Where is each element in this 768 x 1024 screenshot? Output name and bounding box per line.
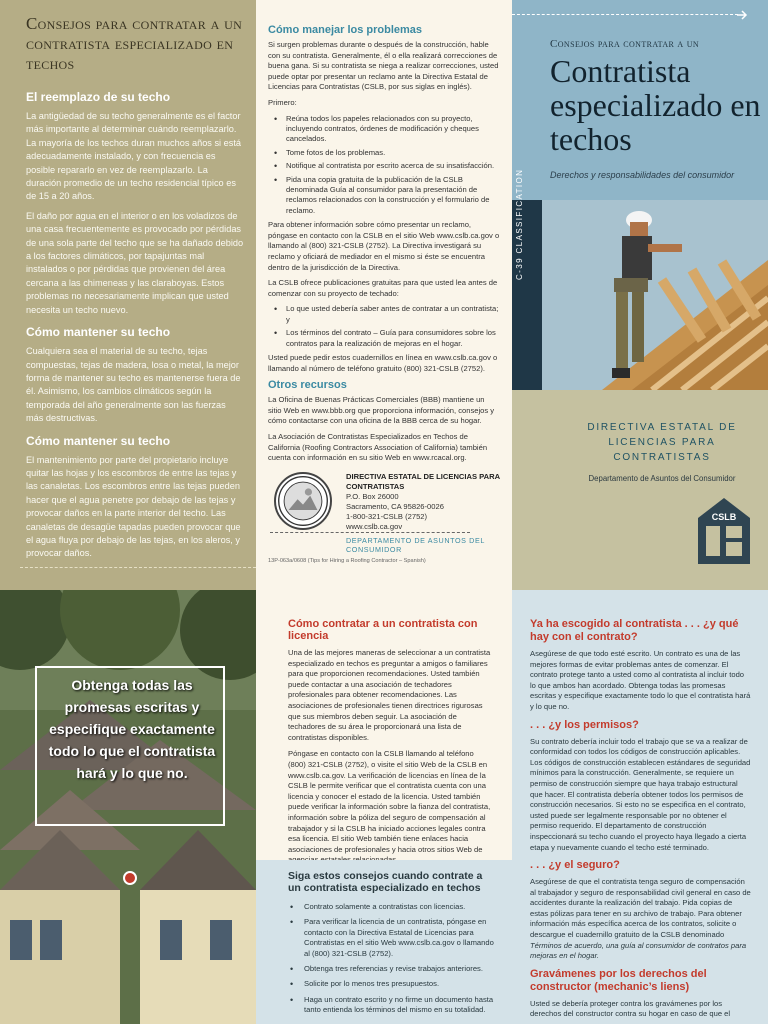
list-item: • Para verificar la licencia de un contratista, póngase en contacto con la Directiva Estatal de Licencias para Contratistas en el sitio Web www.cslb.ca.gov o llamando al (800) 321-CSLB (2752). xyxy=(298,917,494,959)
first-label: Primero: xyxy=(268,97,297,107)
section-heading: . . . ¿y el seguro? xyxy=(530,859,620,872)
board-contact-block xyxy=(270,472,500,556)
section-heading: Otros recursos xyxy=(268,379,347,392)
section-heading: Cómo mantener su techo xyxy=(26,433,171,448)
section-paragraph: Cualquiera sea el material de su techo, tejas compuestas, tejas de madera, losa o metal, la mejor forma de mantener su techo es mantenerse fuera de él. Asimismo, los cambios climáticos según la temporada del año generalmente son las fuerzas más destructivas. xyxy=(26,346,241,424)
board-city: Sacramento, CA 95826-0026 xyxy=(346,501,444,511)
section-paragraph: El mantenimiento por parte del propietario incluye quitar las hojas y los escombros de entre las tejas y las canaletas. Los escombros entre las tejas pueden hacer que el agua penetre por debajo de las tejas y provocar daños en la parte interior del techo. Las canaletas de desagüe tapadas pueden provocar que el agua fluya por debajo de las tejas, en los aleros, y provocar daños. xyxy=(26,454,241,559)
logo-text: CSLB xyxy=(711,512,737,522)
list-item: • Pida una copia gratuita de la publicación de la CSLB denominada Guía al consumidor para la presentación de reclamos relacionados con la construcción y el formulario de reclamo. xyxy=(280,175,500,217)
quote-text: Obtenga todas las promesas escritas y especifique exactamente todo lo que el contratista hará y lo que no. xyxy=(48,677,216,781)
tips-heading: Siga estos consejos cuando contrate a un contratista especializado en techos xyxy=(288,870,483,894)
section-heading: Cómo manejar los problemas xyxy=(268,24,423,36)
publications-list xyxy=(268,304,500,349)
tips-box xyxy=(256,860,512,1024)
section-heading: Cómo mantener su techo xyxy=(26,325,171,340)
arrow-icon xyxy=(736,9,748,21)
roofer-photo xyxy=(542,200,768,390)
list-item: • Obtenga tres referencias y revise trabajos anteriores. xyxy=(298,964,494,974)
paragraph-text: Asegúrese de que el contratista tenga seguro de compensación al trabajador y seguro de responsabilidad civil general en caso de accidentes durante la realización del trabajo. Pida copias de estas pólizas para tener en su archivo de trabajo. Para obtener información más específica acerca de los contratos, solicite o descargue el cuadernillo gratuito de la CSLB denominado xyxy=(530,877,751,940)
cslb-logo-icon xyxy=(696,496,752,566)
section-heading: El reemplazo de su techo xyxy=(26,90,171,104)
section-heading: . . . ¿y los permisos? xyxy=(530,718,639,731)
section-paragraph xyxy=(530,877,752,962)
booklet-title: Términos de acuerdo, una guía al consumidor de contratos para mejoras en el hogar. xyxy=(530,940,747,961)
cover-title: Contratista especializado en techos xyxy=(550,53,761,157)
houses-photo-panel xyxy=(0,590,256,1024)
section-paragraph: Para obtener información sobre cómo presentar un reclamo, póngase en contacto con la CSLB en el sitio Web www.cslb.ca.gov o llamando al (800) 321-CSLB (2752). La Directiva investigará su reclamo y oficiará de mediador en el mismo si éste se encuentra dentro de la jurisdicción de la Directiva. xyxy=(268,220,500,272)
list-item: • Los términos del contrato – Guía para consumidores sobre los contratos para la realización de mejoras en el hogar. xyxy=(280,328,500,349)
section-paragraph: Póngase en contacto con la CSLB llamando al teléfono (800) 321-CSLB (2752), o visite el sitio Web de la CSLB en www.cslb.ca.gov. La verificación de licencias en línea de la CSLB le permite verificar que el contratista cuenta con una licencia y conocer el estado de la licencia. Usted también puede verificar la información sobre la fianza del contratista, información sobre la póliza del seguro de compensación al trabajador y si la CSLB ha iniciado acciones legales contra esa licencia. El sitio Web también tiene enlaces hacia asociaciones de profesionales y hacia otros sitios Web de xyxy=(288,749,491,854)
dashed-divider xyxy=(20,567,256,568)
cover-panel xyxy=(512,0,768,590)
dashed-divider xyxy=(512,14,738,15)
classification-label: C-39 CLASSIFICATION xyxy=(515,168,524,280)
list-item: • Contrato solamente a contratistas con licencias. xyxy=(298,902,494,912)
section-heading: Ya ha escogido al contratista . . . ¿y qué hay con el contrato? xyxy=(530,618,739,643)
left-top-panel xyxy=(0,0,256,590)
dashed-divider xyxy=(270,532,470,533)
tips-list xyxy=(288,902,494,1016)
list-item: • Notifique al contratista por escrito acerca de su insatisfacción. xyxy=(280,161,500,171)
section-paragraph: La Oficina de Buenas Prácticas Comerciales (BBB) mantiene un sitio Web en www.bbb.org que proporciona información, consejos y cómo contactarse con una oficina de la BBB cerca de su hogar. xyxy=(268,395,495,426)
right-bottom-panel xyxy=(512,590,768,1024)
section-paragraph: La antigüedad de su techo generalmente es el factor más importante al determinar cuándo reemplazarlo. La mayoría de los techos duran muchos años si está adecuadamente instalado, y con frecuencia es posible repararlo en vez de reemplazarlo. La duración promedio de un techo residencial típico es de 15 a 20 años. xyxy=(26,111,242,202)
agency-name: DIRECTIVA ESTATAL DE LICENCIAS PARA CONTRATISTAS xyxy=(587,422,737,463)
panel-title: Consejos para contratar a un contratista especializado en techos xyxy=(26,14,243,73)
state-seal-icon xyxy=(274,472,332,530)
section-heading: Gravámenes por los derechos del constructor (mechanic’s liens) xyxy=(530,967,707,993)
board-web[interactable]: www.cslb.ca.gov xyxy=(346,521,403,531)
section-paragraph: Usted se debería proteger contra los gravámenes por los derechos del constructor contra su hogar en caso de que el xyxy=(530,998,731,1019)
board-po: P.O. Box 26000 xyxy=(346,491,399,501)
board-dept: DEPARTAMENTO DE ASUNTOS DEL CONSUMIDOR xyxy=(346,535,485,554)
list-item: • Lo que usted debería saber antes de contratar a un contratista; y xyxy=(280,304,500,325)
list-item: • Haga un contrato escrito y no firme un documento hasta tanto entienda los términos del mismo en su totalidad. xyxy=(298,995,494,1016)
board-address xyxy=(346,472,500,532)
section-paragraph: Asegúrese de que todo esté escrito. Un contrato es una de las mejores formas de evitar problemas antes de comenzar. El contrato protege tanto a usted como al contratista al incluir todo lo que ambos han acordado. Obtenga todas las promesas escritas y especifique exactamente todo lo que el contratista hará y lo que no. xyxy=(530,649,751,711)
board-name: DIRECTIVA ESTATAL DE LICENCIAS PARA CONTRATISTAS xyxy=(346,471,500,491)
section-paragraph: El daño por agua en el interior o en los voladizos de una casa frecuentemente es provocado por pérdidas de una sola parte del techo que se ha dañado debido a los factores climáticos, por tapajuntas mal instalados o por pérdidas que provienen del área cercana a las chimeneas y las claraboyas. Estos problemas no necesariamente implican que usted necesita un techo nuevo. xyxy=(26,210,244,315)
dept-name: Departamento de Asuntos del Consumidor xyxy=(588,474,736,483)
cover-kicker: Consejos para contratar a un xyxy=(550,38,700,50)
list-item: • Reúna todos los papeles relacionados con su proyecto, incluyendo contratos, órdenes de modificación y cheques cancelados. xyxy=(280,114,500,145)
board-phone: 1-800-321-CSLB (2752) xyxy=(346,511,428,521)
section-paragraph: Si surgen problemas durante o después de la construcción, hable con su contratista. Generalmente, él o ella realizará correcciones de buena gana. Si su contratista se niega a realizar correcciones, usted puede optar por presentar un reclamo ante la Directiva Estatal de Licencias para Contratistas (CSLB, por sus siglas en inglés). xyxy=(268,40,499,92)
list-item: • Tome fotos de los problemas. xyxy=(280,148,500,158)
section-heading: Cómo contratar a un contratista con licencia xyxy=(288,618,478,642)
quote-box xyxy=(35,666,225,826)
middle-top-panel xyxy=(256,0,512,590)
section-paragraph: Usted puede pedir estos cuadernillos en línea en www.cslb.ca.gov o llamando al número de teléfono gratuito (800) 321-CSLB (2752). xyxy=(268,353,498,373)
section-paragraph: La Asociación de Contratistas Especializados en Techos de California (Roofing Contractors Association of California) también cuenta con información en su sitio Web en www.rcacal.org. xyxy=(268,431,488,463)
steps-list xyxy=(268,114,500,217)
section-paragraph: La CSLB ofrece publicaciones gratuitas para que usted lea antes de comenzar con su proyecto de techado: xyxy=(268,278,498,298)
section-paragraph: Una de las mejores maneras de seleccionar a un contratista especializado en techos es preguntar a amigos o familiares para que proporcionen recomendaciones. Usted también puede contactar a una asociación de techadores profesionales para obtener recomendaciones. Las asociaciones de profesionales tienen directrices rigurosas que sus miembros deben seguir. La asociación de techadores de su área le proporcionará una lista de contratistas disponibles. xyxy=(288,648,491,742)
section-paragraph: Su contrato debería incluir todo el trabajo que se va a realizar de conformidad con todos los códigos de construcción aplicables. Los códigos de construcción establecen estándares de seguridad mínimos para la construcción. Generalmente, se requiere un permiso de construcción siempre que haya trabajo estructural que hacer. El contratista debería obtener todos los permisos de construcción necesarios. Si esto no se especifica en el contrato, usted puede ser legalmente responsable por no obtener el permiso requerido. El departamento de construcción inspeccionará su techo cuando el proyecto haya llegado a cierta etapa y nuevamente cuando el techo esté terminado. xyxy=(530,736,751,852)
footnote: 13P-063a/0608 (Tips for Hiring a Roofing Contractor – Spanish) xyxy=(268,557,426,564)
list-item: • Solicite por lo menos tres presupuestos. xyxy=(298,979,494,989)
cover-subtitle: Derechos y responsabilidades del consumidor xyxy=(550,170,735,180)
